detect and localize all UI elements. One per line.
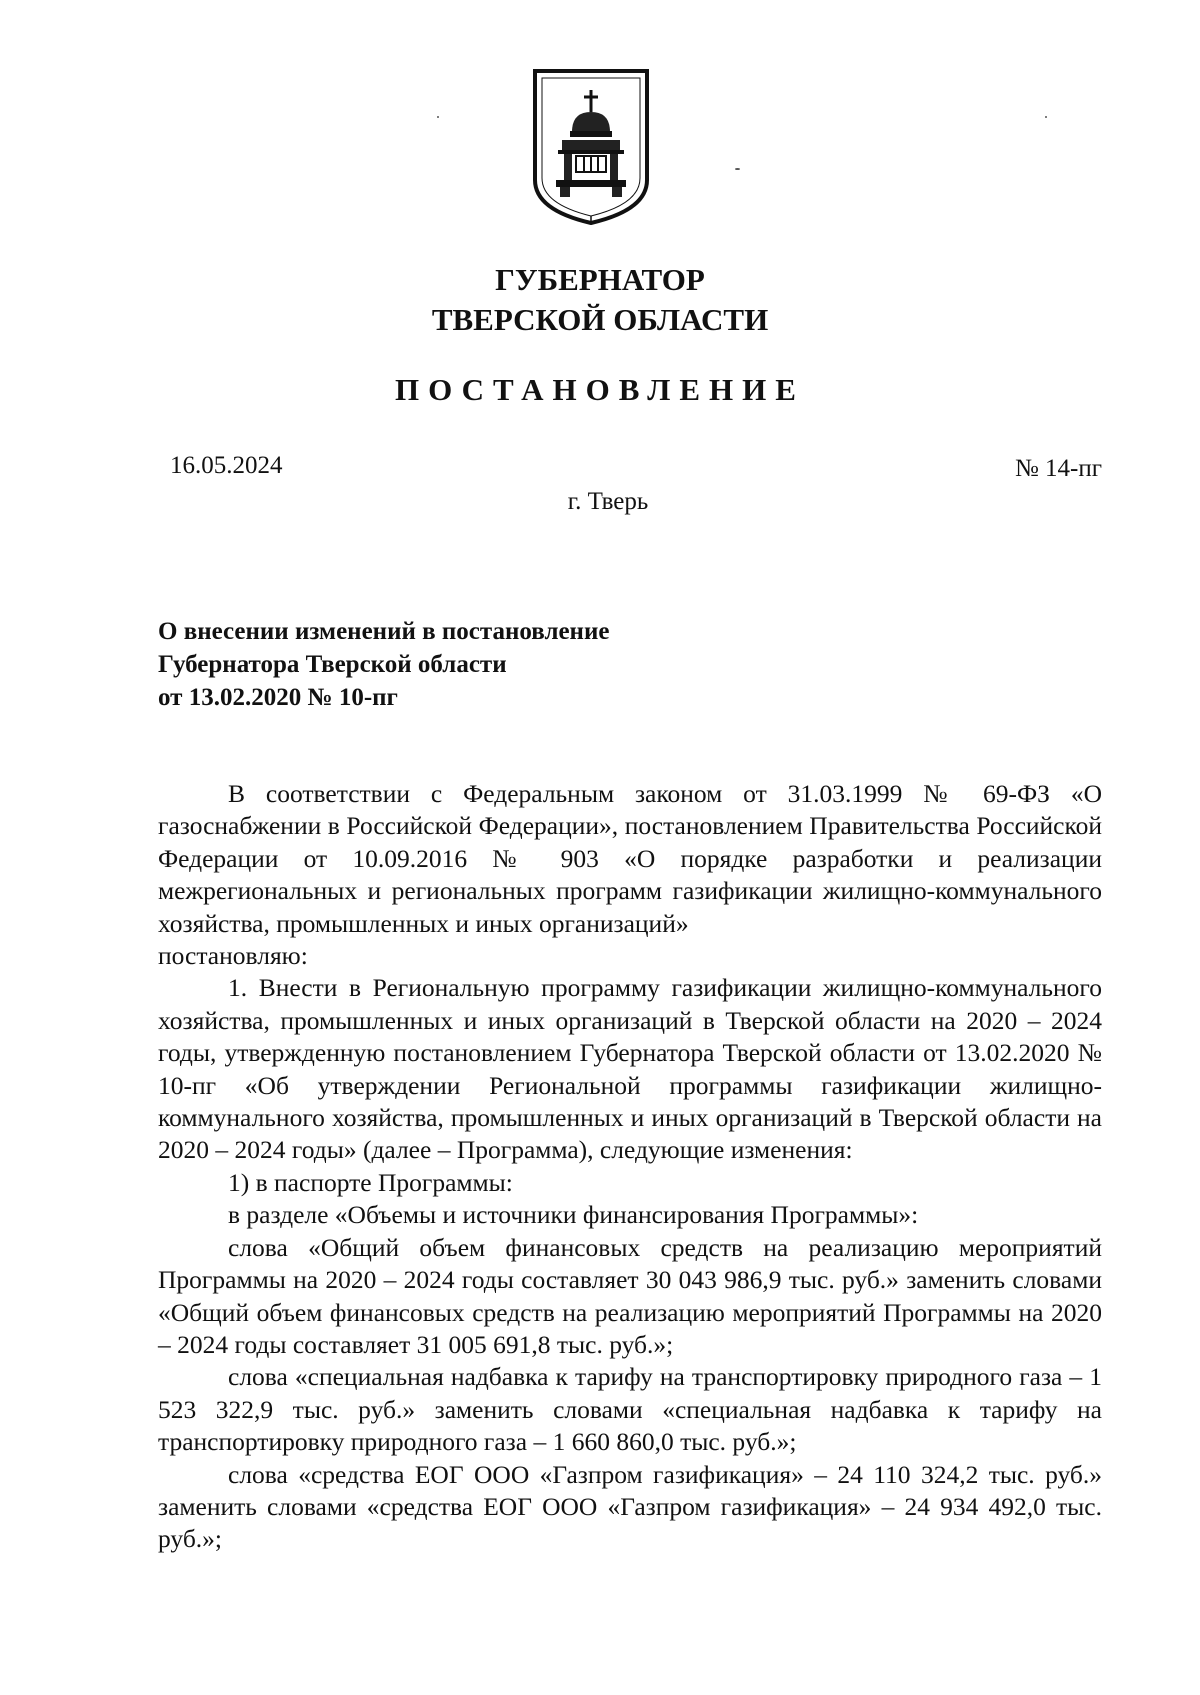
tver-coat-of-arms-emblem [532,68,650,226]
body-paragraph-preamble: В соответствии с Федеральным законом от 31.03.1999 № 69-ФЗ «О газоснабжении в Российской Федерации», постановлением Правительства Российской Федерации от 10.09.2016 № 903 «О порядке разработки и реализации межрегиональных и региональных программ газификации жилищно-коммунального хозяйства, промышленных и иных организаций» [158,779,1102,938]
subject-line1: О внесении изменений в постановление [158,618,610,645]
document-subject [158,615,858,714]
body-paragraph-total-funding: слова «Общий объем финансовых средств на реализацию мероприятий Программы на 2020 – 2024 годы составляет 30 043 986,9 тыс. руб.» заменить словами «Общий объем финансовых средств на реализацию мероприятий Программы на 2020 – 2024 годы составляет 31 005 691,8 тыс. руб.»; [158,1232,1102,1359]
body-paragraph-item1-1: 1) в паспорте Программы: [228,1167,513,1197]
document-body [158,778,1102,1556]
scan-speck [1045,116,1047,118]
document-city: г. Тверь [567,488,649,515]
subject-line2: Губернатора Тверской области [158,651,507,678]
scan-speck [437,116,439,118]
subject-line3: от 13.02.2020 № 10-пг [158,684,398,711]
body-paragraph-tariff-surcharge: слова «специальная надбавка к тарифу на транспортировку природного газа – 1 523 322,9 тыс. руб.» заменить словами «специальная надбавка к тарифу на транспортировку природного газа – 1 660 860,0 тыс. руб.»; [158,1362,1102,1457]
scan-speck [735,168,740,170]
body-paragraph-section: в разделе «Объемы и источники финансирования Программы»: [228,1200,919,1230]
body-paragraph-item1: 1. Внести в Региональную программу газификации жилищно-коммунального хозяйства, промышленных и иных организаций в Тверской области на 2020 – 2024 годы, утвержденную постановлением Губернатора Тверской области от 13.02.2020 № 10-пг «Об утверждении Региональной программы газификации жилищно-коммунального хозяйства, промышленных и иных организаций в Тверской области на 2020 – 2024 годы» (далее – Программа), следующие изменения: [158,973,1102,1165]
document-number: № 14-пг [1014,455,1102,482]
body-paragraph-resolve: постановляю: [158,941,308,971]
document-type-title: ПОСТАНОВЛЕНИЕ [395,372,805,407]
body-paragraph-gazprom-funds: слова «средства ЕОГ ООО «Газпром газификация» – 24 110 324,2 тыс. руб.» заменить словами «средства ЕОГ ООО «Газпром газификация» – 24 934 492,0 тыс. руб.»; [158,1459,1102,1554]
authority-title-line1: ГУБЕРНАТОР [495,262,705,297]
document-date: 16.05.2024 [170,452,283,479]
authority-title-line2: ТВЕРСКОЙ ОБЛАСТИ [431,302,769,337]
